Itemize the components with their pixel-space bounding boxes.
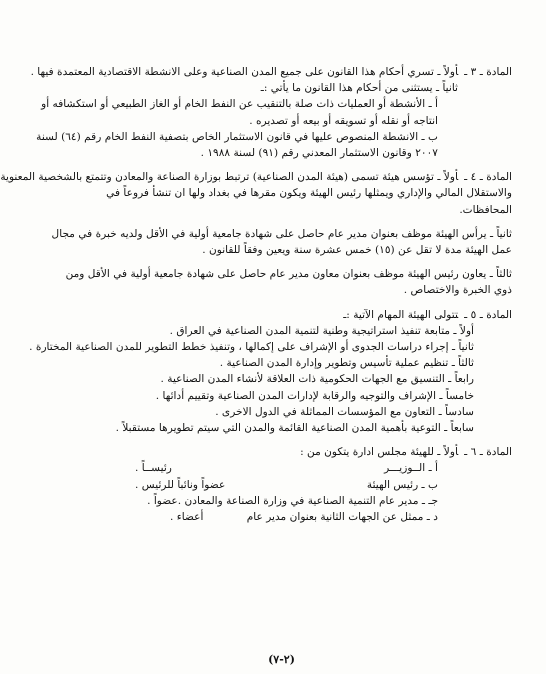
list-item: رابعاً ـ التنسيق مع الجهات الحكومية ذات العلاقة لأنشاء المدن الصناعية . xyxy=(160,373,474,386)
list-item: ثانياً ـ إجراء دراسات الجدوى أو الإشراف على إكمالها ، وتنفيذ خطط التطوير للمدن الصناعية المختارة . xyxy=(29,341,474,354)
article-4-third-line-2: ذوي الخبرة والاختصاص . xyxy=(403,284,512,297)
board-member-name: أ ـ الــوزيـــر xyxy=(384,462,438,475)
article-3-item-a-line-2: انتاجه أو نقله أو تسويقه أو بيعه أو تصديره . xyxy=(249,114,438,127)
article-6-intro: المادة ـ ٦ ـأولاً ـ للهيئة مجلس ادارة يتكون من : xyxy=(300,446,512,459)
list-item: سادساً ـ التعاون مع المؤسسات المماثلة في الدول الاخرى . xyxy=(215,405,474,418)
board-member-name: ب ـ رئيس الهيئة xyxy=(366,478,438,491)
page-number: (٢-٧) xyxy=(268,653,295,666)
board-member-role: عضواً . xyxy=(147,494,178,507)
article-3-item-b-line-1: ب ـ الانشطة المنصوص عليها في قانون الاستثمار الخاص بتصفية النفط الخام رقم (٦٤) لسنة xyxy=(36,130,438,143)
article-3-label: المادة ـ ٣ ـ xyxy=(464,66,512,78)
article-5 xyxy=(29,307,512,437)
board-member-row xyxy=(45,477,512,493)
article-3-item-a-line-1: أ ـ الأنشطة أو العمليات ذات صلة بالتنقيب عن النفط الخام أو الغاز الطبيعي أو استكشافه أو xyxy=(41,98,438,111)
article-3-second-intro: ثانياً ـ يستثنى من أحكام هذا القانون ما يأتي :ـ xyxy=(260,82,458,95)
article-4-second-line-1: ثانياً ـ يرأس الهيئة موظف بعنوان مدير عام حاصل على شهادة جامعية أولية في الأقل ولديه خبرة في مجال xyxy=(51,227,512,240)
article-4-first-line-1: المادة ـ ٤ ـأولاً ـ تؤسس هيئة تسمى (هيئة المدن الصناعية) ترتبط بوزارة الصناعة والمعادن وتتمتع بالشخصية المعنوية xyxy=(0,171,512,184)
list-item: سابعاً ـ التوعية بأهمية المدن الصناعية القائمة والمدن التي سيتم تطويرها مستقبلاً . xyxy=(115,422,474,435)
board-member-role: رئيســاً . xyxy=(135,462,172,475)
list-item: ثالثاً ـ تنظيم عملية تأسيس وتطوير وإدارة المدن الصناعية . xyxy=(219,357,474,370)
article-4-label: المادة ـ ٤ ـ xyxy=(464,171,512,184)
article-5-intro: المادة ـ ٥ ـتتولى الهيئة المهام الآتية :ـ xyxy=(343,308,512,321)
list-item: خامساً ـ الإشراف والتوجيه والرقابة لإدارات المدن الصناعية وتقييم أدائها . xyxy=(155,389,474,402)
article-6-label: المادة ـ ٦ ـ xyxy=(464,446,512,459)
board-member-role: أعضاء . xyxy=(170,511,204,524)
article-3-first: المادة ـ ٣ ـأولاً ـ تسري أحكام هذا القانون على جميع المدن الصناعية وعلى الانشطة الاقتصادية المعتمدة فيها . xyxy=(30,66,512,78)
article-6 xyxy=(45,444,512,525)
article-4-second-line-2: عمل الهيئة مدة لا تقل عن (١٥) خمس عشرة سنة ويعين وفقاً للقانون . xyxy=(202,244,512,257)
article-3 xyxy=(30,64,512,161)
board-member-name: د ـ ممثل عن الجهات الثانية بعنوان مدير عام xyxy=(246,511,438,524)
article-4 xyxy=(0,169,512,298)
board-member-name: جـ ـ مدير عام التنمية الصناعية في وزارة الصناعة والمعادن . xyxy=(177,494,438,507)
board-member-row xyxy=(45,460,512,476)
article-5-label: المادة ـ ٥ ـ xyxy=(464,308,512,321)
board-member-role: عضواً ونائباً للرئيس . xyxy=(135,478,226,491)
article-3-item-b-line-2: ٢٠٠٧ وقانون الاستثمار المعدني رقم (٩١) لسنة ١٩٨٨ . xyxy=(200,147,438,160)
article-4-first-line-3: المحافظات. xyxy=(459,203,512,216)
list-item: أولاً ـ متابعة تنفيذ استراتيجية وطنية لتنمية المدن الصناعية في العراق . xyxy=(169,324,474,337)
article-4-third-line-1: ثالثاً ـ يعاون رئيس الهيئة موظف بعنوان معاون مدير عام حاصل على شهادة جامعية أولية في الأقل ومن xyxy=(65,268,512,281)
board-member-row xyxy=(45,493,512,509)
article-4-first-line-2: والاستقلال المالي والإداري ويمثلها رئيس الهيئة ويكون مقرها في بغداد ولها ان تنشأ فروعاً في xyxy=(106,187,512,200)
board-member-row xyxy=(45,509,512,525)
